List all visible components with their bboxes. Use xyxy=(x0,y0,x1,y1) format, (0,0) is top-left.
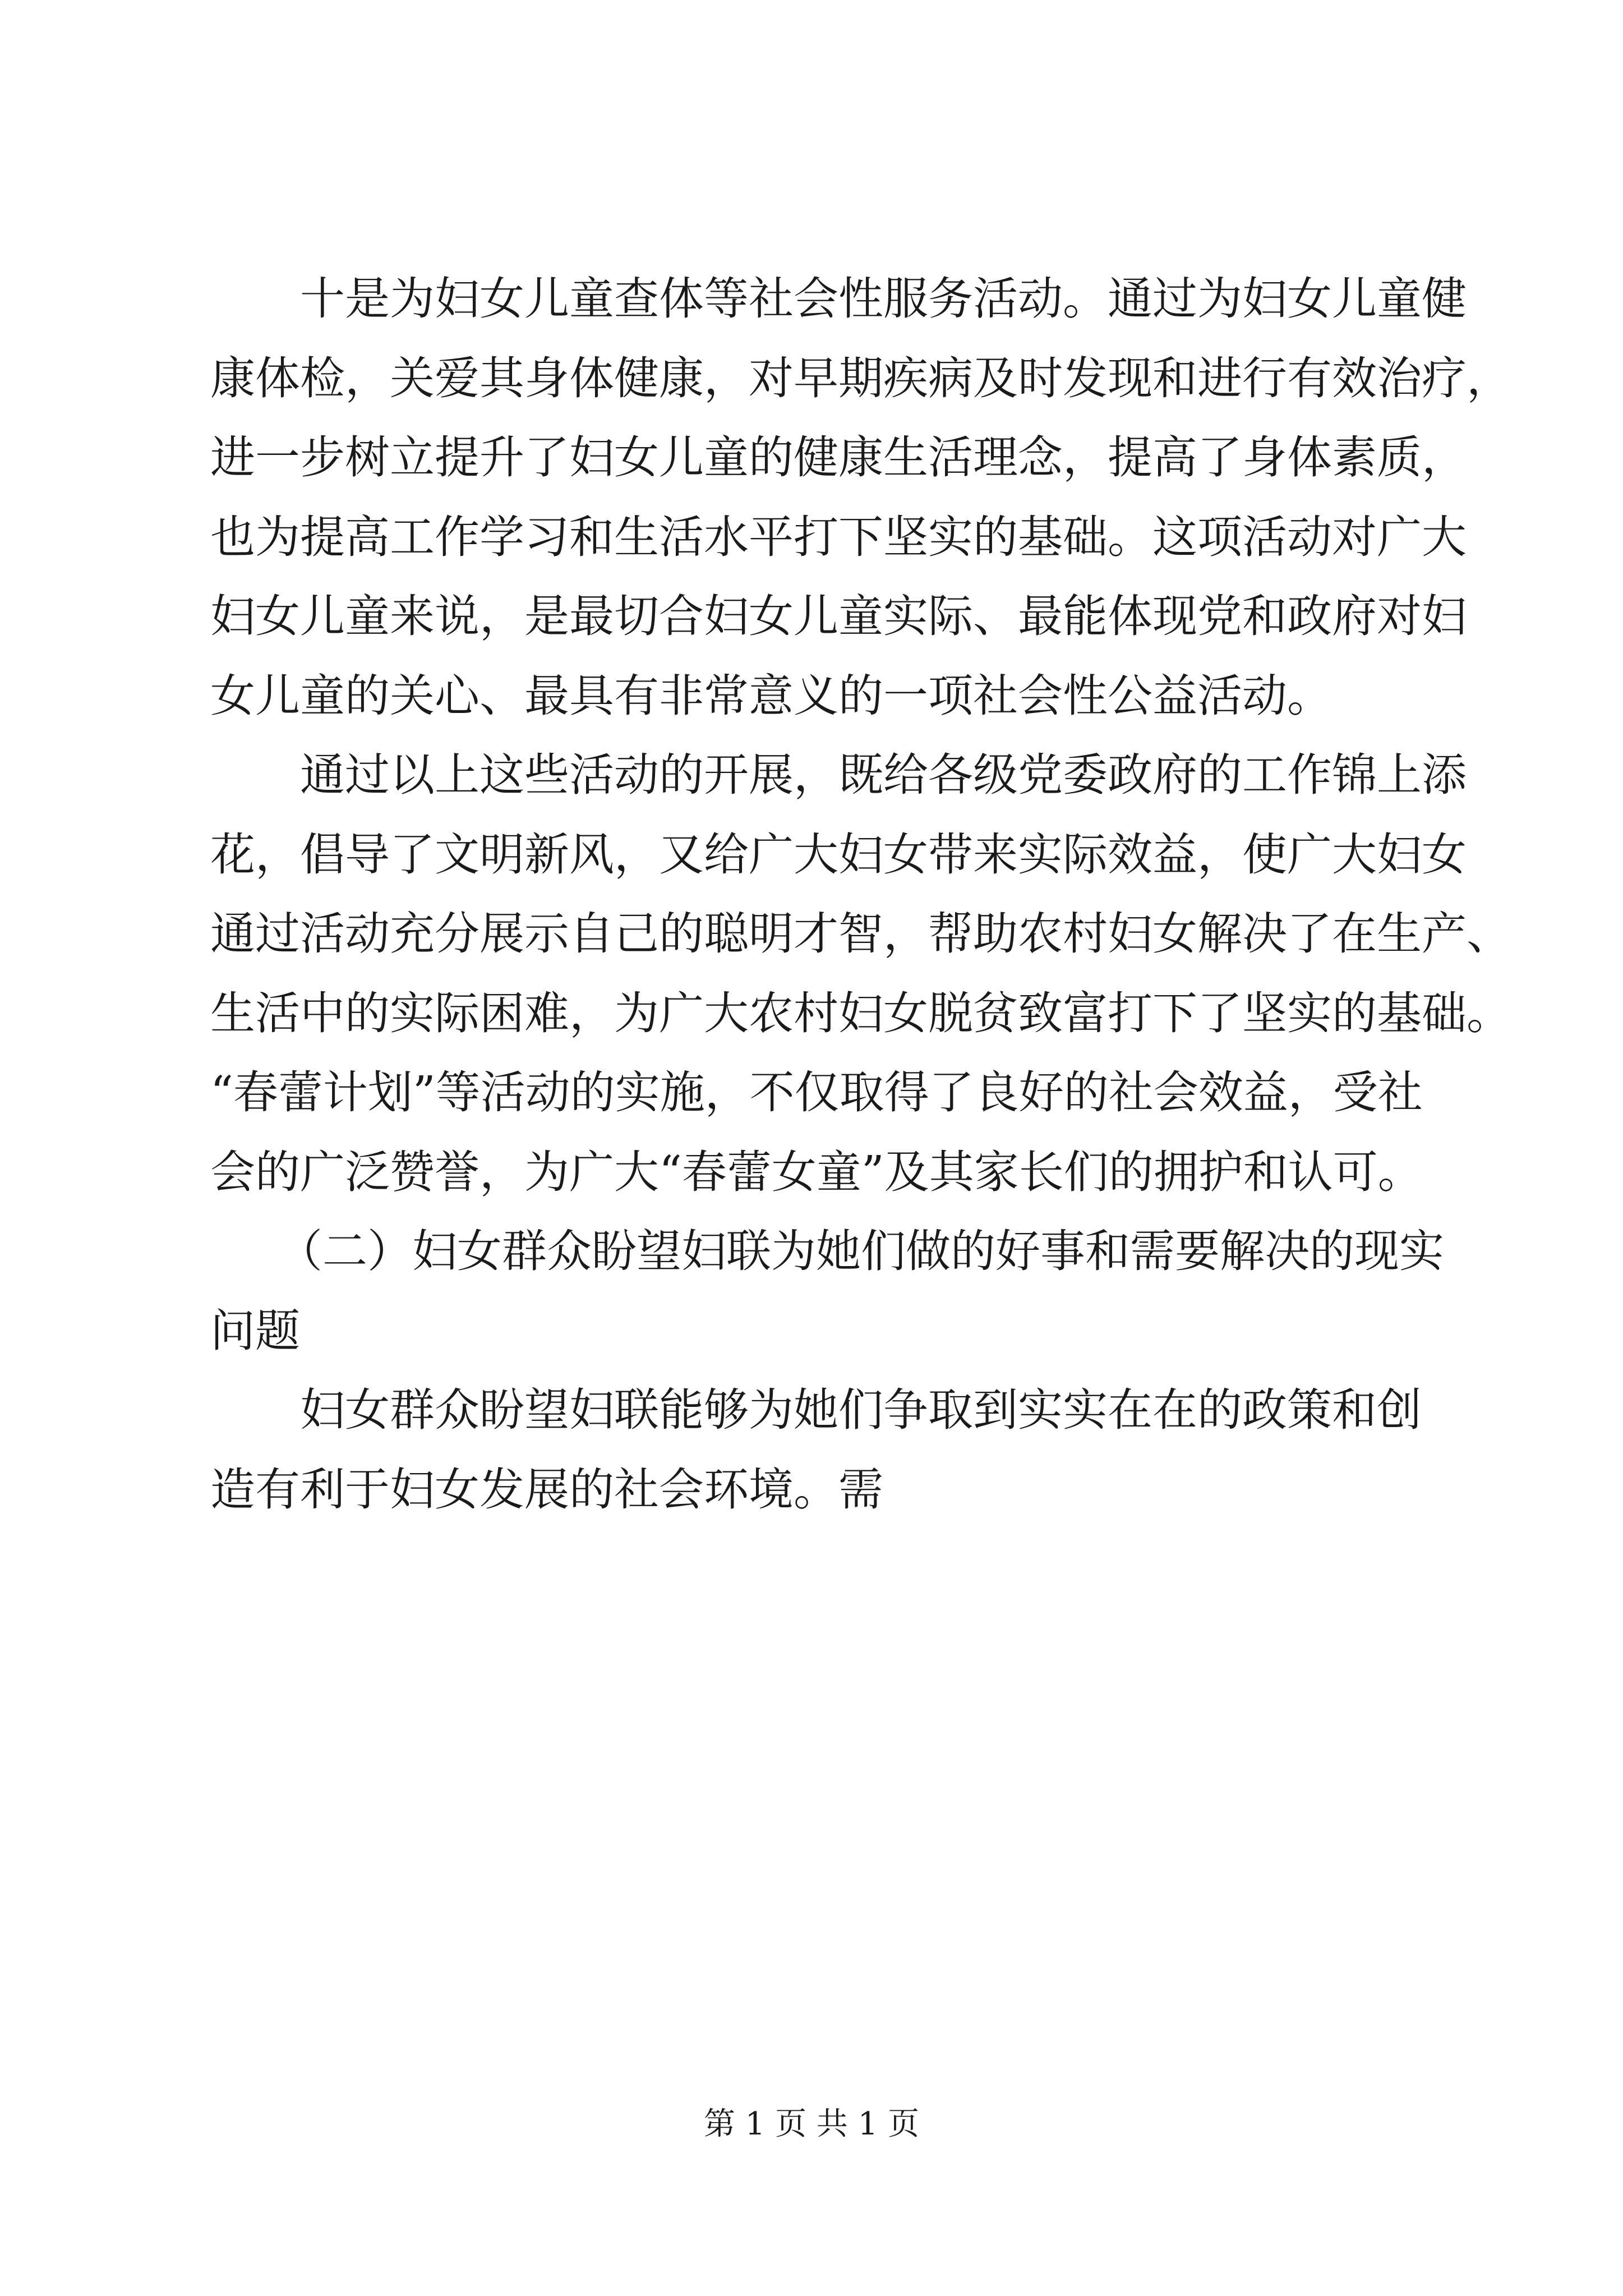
text-line: 生活中的实际困难，为广大农村妇女脱贫致富打下了坚实的基础。 xyxy=(210,987,1511,1039)
text-line: 十是为妇女儿童查体等社会性服务活动。通过为妇女儿童健 xyxy=(210,273,1467,325)
text-line: 进一步树立提升了妇女儿童的健康生活理念，提高了身体素质， xyxy=(210,431,1467,484)
text-line: “春蕾计划”等活动的实施，不仅取得了良好的社会效益，受社 xyxy=(210,1066,1423,1119)
text-line: 妇女群众盼望妇联能够为她们争取到实实在在的政策和创 xyxy=(210,1384,1422,1436)
text-line: 造有利于妇女发展的社会环境。需 xyxy=(210,1463,883,1516)
text-line: 妇女儿童来说，是最切合妇女儿童实际、最能体现党和政府对妇 xyxy=(210,590,1467,642)
text-line: 康体检，关爱其身体健康，对早期疾病及时发现和进行有效治疗， xyxy=(210,352,1511,404)
section-heading-line: （二）妇女群众盼望妇联为她们做的好事和需要解决的现实 xyxy=(210,1225,1444,1277)
text-line: 花，倡导了文明新风，又给广大妇女带来实际效益，使广大妇女 xyxy=(210,828,1467,881)
text-line: 通过以上这些活动的开展，既给各级党委政府的工作锦上添 xyxy=(210,749,1467,801)
text-line: 通过活动充分展示自己的聪明才智，帮助农村妇女解决了在生产、 xyxy=(210,908,1511,960)
document-body xyxy=(210,259,1511,1529)
text-line: 女儿童的关心、最具有非常意义的一项社会性公益活动。 xyxy=(210,669,1332,722)
section-heading-line: 问题 xyxy=(210,1304,300,1357)
page-number-footer: 第 1 页 共 1 页 xyxy=(703,2106,920,2142)
text-line: 会的广泛赞誉，为广大“春蕾女童”及其家长们的拥护和认可。 xyxy=(210,1145,1423,1198)
text-line: 也为提高工作学习和生活水平打下坚实的基础。这项活动对广大 xyxy=(210,510,1467,563)
